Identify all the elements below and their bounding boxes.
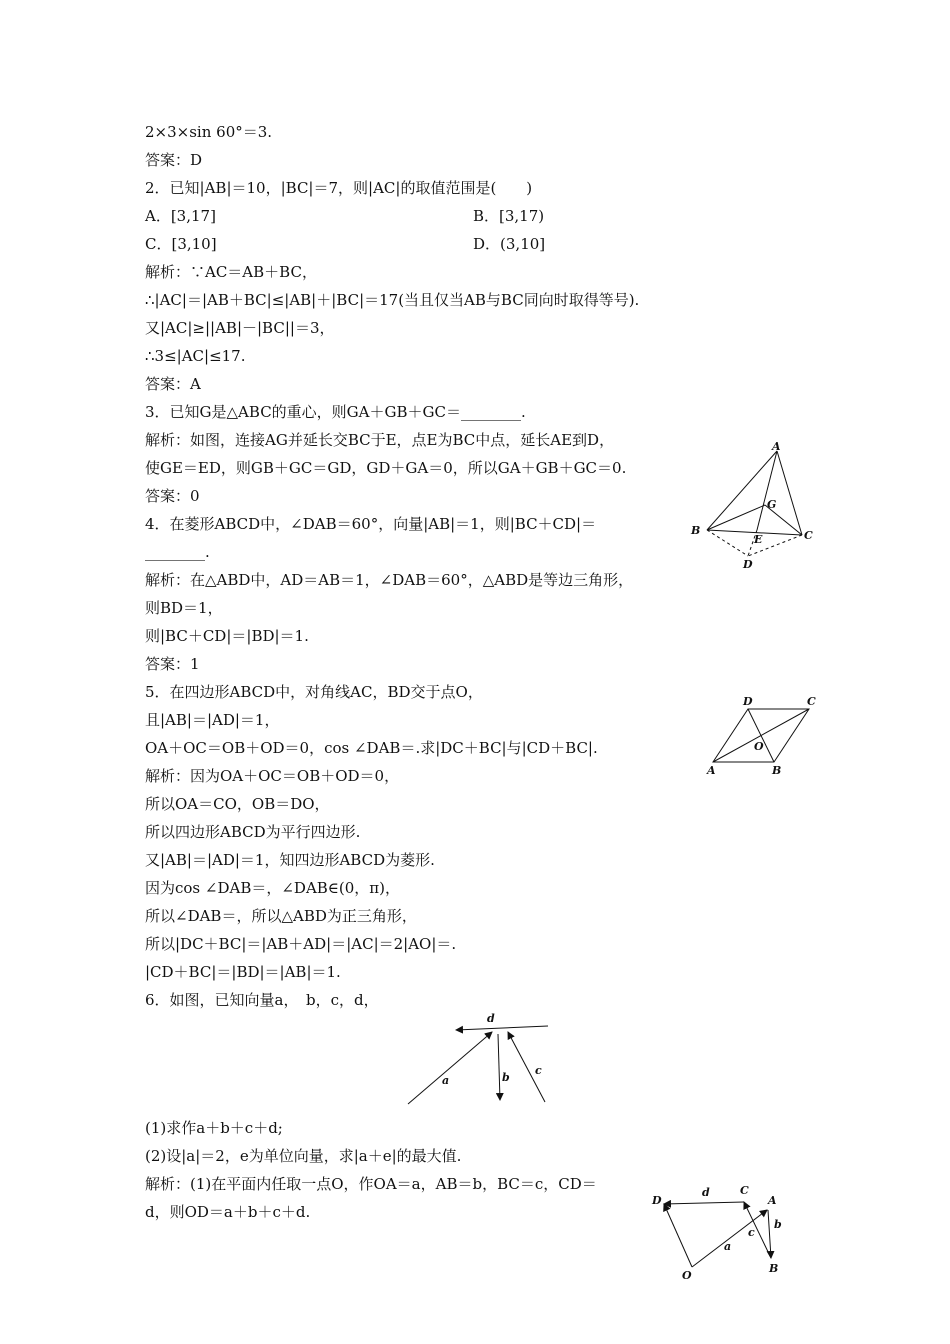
text-line: 又|AC|≥||AB|－|BC||＝3，	[145, 319, 335, 337]
text-line: 5．在四边形ABCD中，对角线AC，BD交于点O，	[145, 683, 483, 701]
vector-label: d	[702, 1186, 710, 1199]
vector-sum-figure	[646, 1180, 796, 1290]
text-line: |CD＋BC|＝|BD|＝|AB|＝1.	[145, 963, 341, 981]
text-line: 解析：(1)在平面内任取一点O，作OA＝a，AB＝b，BC＝c，CD＝	[145, 1175, 597, 1193]
text-line: 解析：在△ABD中，AD＝AB＝1，∠DAB＝60°，△ABD是等边三角形，	[145, 571, 634, 589]
text-line: 答案：D	[145, 151, 203, 169]
point-label: B	[772, 764, 782, 777]
option-b: B．[3,17)	[473, 207, 545, 225]
point-label: C	[807, 695, 816, 708]
parallelogram-figure	[700, 692, 825, 782]
point-label: B	[769, 1262, 779, 1275]
text-line: 所以四边形ABCD为平行四边形.	[145, 823, 361, 841]
centroid-figure	[685, 438, 820, 573]
point-label: B	[691, 524, 701, 537]
text-line: 解析：如图，连接AG并延长交BC于E，点E为BC中点，延长AE到D，	[145, 431, 615, 449]
text-line: 所以|DC＋BC|＝|AB＋AD|＝|AC|＝2|AO|＝.	[145, 935, 457, 953]
text-line: 使GE＝ED，则GB＋GC＝GD，GD＋GA＝0，所以GA＋GB＋GC＝0.	[145, 459, 627, 477]
vector-label: a	[724, 1240, 732, 1253]
point-label: A	[768, 1194, 777, 1207]
point-label: D	[652, 1194, 662, 1207]
text-line: 4．在菱形ABCD中，∠DAB＝60°，向量|AB|＝1，则|BC＋CD|＝	[145, 515, 597, 533]
text-line: 6．如图，已知向量a， b，c，d，	[145, 991, 379, 1009]
text-line: 2．已知|AB|＝10，|BC|＝7，则|AC|的取值范围是( )	[145, 179, 533, 197]
text-line: d，则OD＝a＋b＋c＋d.	[145, 1203, 311, 1221]
vector-label: c	[535, 1064, 542, 1077]
point-label: O	[682, 1269, 692, 1282]
text-line: OA＋OC＝OB＋OD＝0，cos ∠DAB＝.求|DC＋BC|与|CD＋BC|.	[145, 739, 598, 757]
text-line: 答案：1	[145, 655, 200, 673]
text-line: (2)设|a|＝2，e为单位向量，求|a＋e|的最大值.	[145, 1147, 462, 1165]
point-label: E	[754, 533, 763, 546]
vectors-figure	[400, 1008, 560, 1110]
vector-label: b	[774, 1218, 782, 1231]
text-line: 所以OA＝CO，OB＝DO，	[145, 795, 330, 813]
text-line: ________.	[145, 543, 210, 561]
point-label: A	[707, 764, 716, 777]
text-line: 所以∠DAB＝，所以△ABD为正三角形，	[145, 907, 417, 925]
vector-label: b	[502, 1071, 510, 1084]
text-line: 3．已知G是△ABC的重心，则GA＋GB＋GC＝________.	[145, 403, 526, 421]
text-line: 因为cos ∠DAB＝，∠DAB∈(0，π)，	[145, 879, 401, 897]
text-line: ∴|AC|＝|AB＋BC|≤|AB|＋|BC|＝17(当且仅当AB与BC同向时取得等号).	[145, 291, 640, 309]
point-label: C	[804, 529, 813, 542]
text-line: (1)求作a＋b＋c＋d;	[145, 1119, 283, 1137]
text-line: 答案：0	[145, 487, 200, 505]
option-a: A．[3,17]	[145, 207, 216, 225]
text-line: 答案：A	[145, 375, 201, 393]
vector-label: c	[748, 1226, 755, 1239]
point-label: D	[743, 558, 753, 571]
text-line: ∴3≤|AC|≤17.	[145, 347, 246, 365]
point-label: O	[754, 740, 764, 753]
text-line: 则|BC＋CD|＝|BD|＝1.	[145, 627, 309, 645]
option-c: C．[3,10]	[145, 235, 217, 253]
point-label: D	[743, 695, 753, 708]
point-label: C	[740, 1184, 749, 1197]
point-label: G	[767, 498, 777, 511]
text-line: 则BD＝1，	[145, 599, 223, 617]
text-line: 又|AB|＝|AD|＝1，知四边形ABCD为菱形.	[145, 851, 435, 869]
text-line: 2×3×sin 60°＝3.	[145, 123, 273, 141]
point-label: A	[772, 440, 781, 453]
text-line: 解析：因为OA＋OC＝OB＋OD＝0，	[145, 767, 400, 785]
vector-label: a	[442, 1074, 450, 1087]
vector-label: d	[487, 1012, 495, 1025]
text-line: 解析：∵AC＝AB＋BC，	[145, 263, 317, 281]
text-line: 且|AB|＝|AD|＝1，	[145, 711, 280, 729]
option-d: D．(3,10]	[473, 235, 546, 253]
